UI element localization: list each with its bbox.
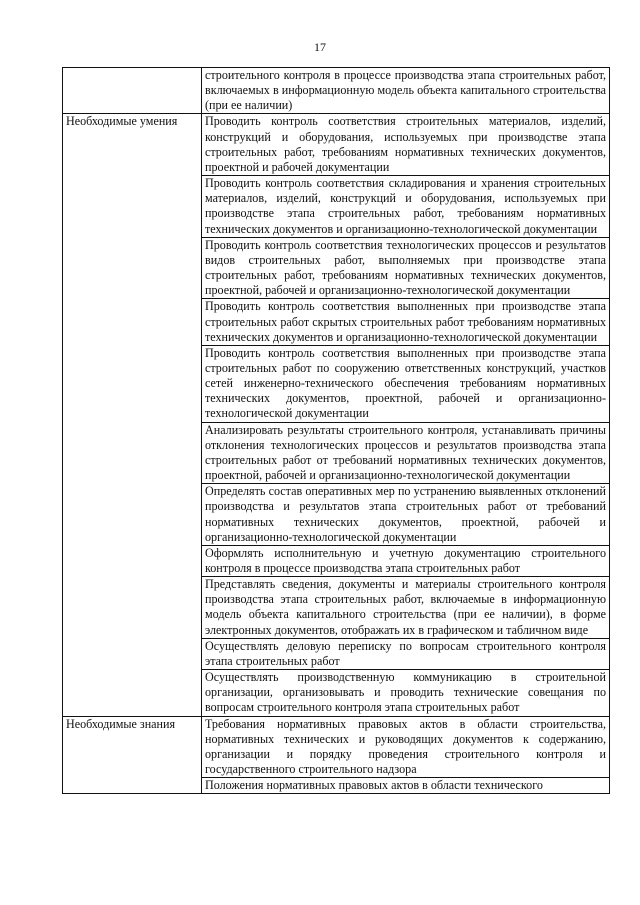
row-text: Осуществлять производственную коммуникацию в строительной организации, организовывать и проводить технические совещания по вопросам строительного контроля этапа строительных работ (202, 670, 610, 716)
row-text: Проводить контроль соответствия выполненных при производстве этапа строительных работ по сооружению ответственных конструкций, участков сетей инженерно-технического обеспечения требованиям нормативных технических документов, проектной, рабочей и организационно-технологической документации (202, 345, 610, 422)
row-text: Анализировать результаты строительного контроля, устанавливать причины отклонения технологических процессов и результатов производства этапа строительных работ от требований нормативных технических документов, проектной, рабочей и организационно-технологической документации (202, 422, 610, 484)
row-text: Проводить контроль соответствия выполненных при производстве этапа строительных работ скрытых строительных работ требованиям нормативных технических документов и организационно-технологической документации (202, 299, 610, 345)
table-row (63, 68, 610, 114)
row-text: Проводить контроль соответствия технологических процессов и результатов видов строительных работ, выполняемых при производстве этапа строительных работ, требованиям нормативных технических документов, проектной, рабочей и организационно-технологической документации (202, 237, 610, 299)
row-text: Представлять сведения, документы и материалы строительного контроля производства этапа строительных работ, включаемые в информационную модель объекта капитального строительства (при ее наличии), в форме электронных документов, отображать их в графическом и табличном виде (202, 577, 610, 639)
row-text: Положения нормативных правовых актов в области технического (202, 778, 610, 794)
page-number: 17 (314, 40, 326, 54)
qualification-table (62, 67, 610, 794)
row-text: Осуществлять деловую переписку по вопросам строительного контроля этапа строительных работ (202, 638, 610, 669)
row-label: Необходимые знания (63, 716, 202, 794)
row-text: строительного контроля в процессе производства этапа строительных работ, включаемых в информационную модель объекта капитального строительства (при ее наличии) (202, 68, 610, 114)
row-label (63, 68, 202, 114)
row-text: Проводить контроль соответствия складирования и хранения строительных материалов, изделий, конструкций и оборудования, используемых при производстве этапа строительных работ, требованиям нормативных технических документов и организационно-технологической документации (202, 176, 610, 238)
table-body (63, 68, 610, 794)
row-text: Проводить контроль соответствия строительных материалов, изделий, конструкций и оборудования, используемых при производстве этапа строительных работ, требованиям нормативных технических документов, проектной и рабочей документации (202, 114, 610, 176)
row-text: Оформлять исполнительную и учетную документацию строительного контроля в процессе производства этапа строительных работ (202, 545, 610, 576)
table-row (63, 114, 610, 176)
row-text: Определять состав оперативных мер по устранению выявленных отклонений производства и результатов этапа строительных работ от требований нормативных технических документов, проектной, рабочей и организационно-технологической документации (202, 484, 610, 546)
table-row (63, 716, 610, 778)
row-text: Требования нормативных правовых актов в области строительства, нормативных технических и руководящих документов к содержанию, организации и порядку проведения строительного контроля и государственного строительного надзора (202, 716, 610, 778)
row-label: Необходимые умения (63, 114, 202, 716)
